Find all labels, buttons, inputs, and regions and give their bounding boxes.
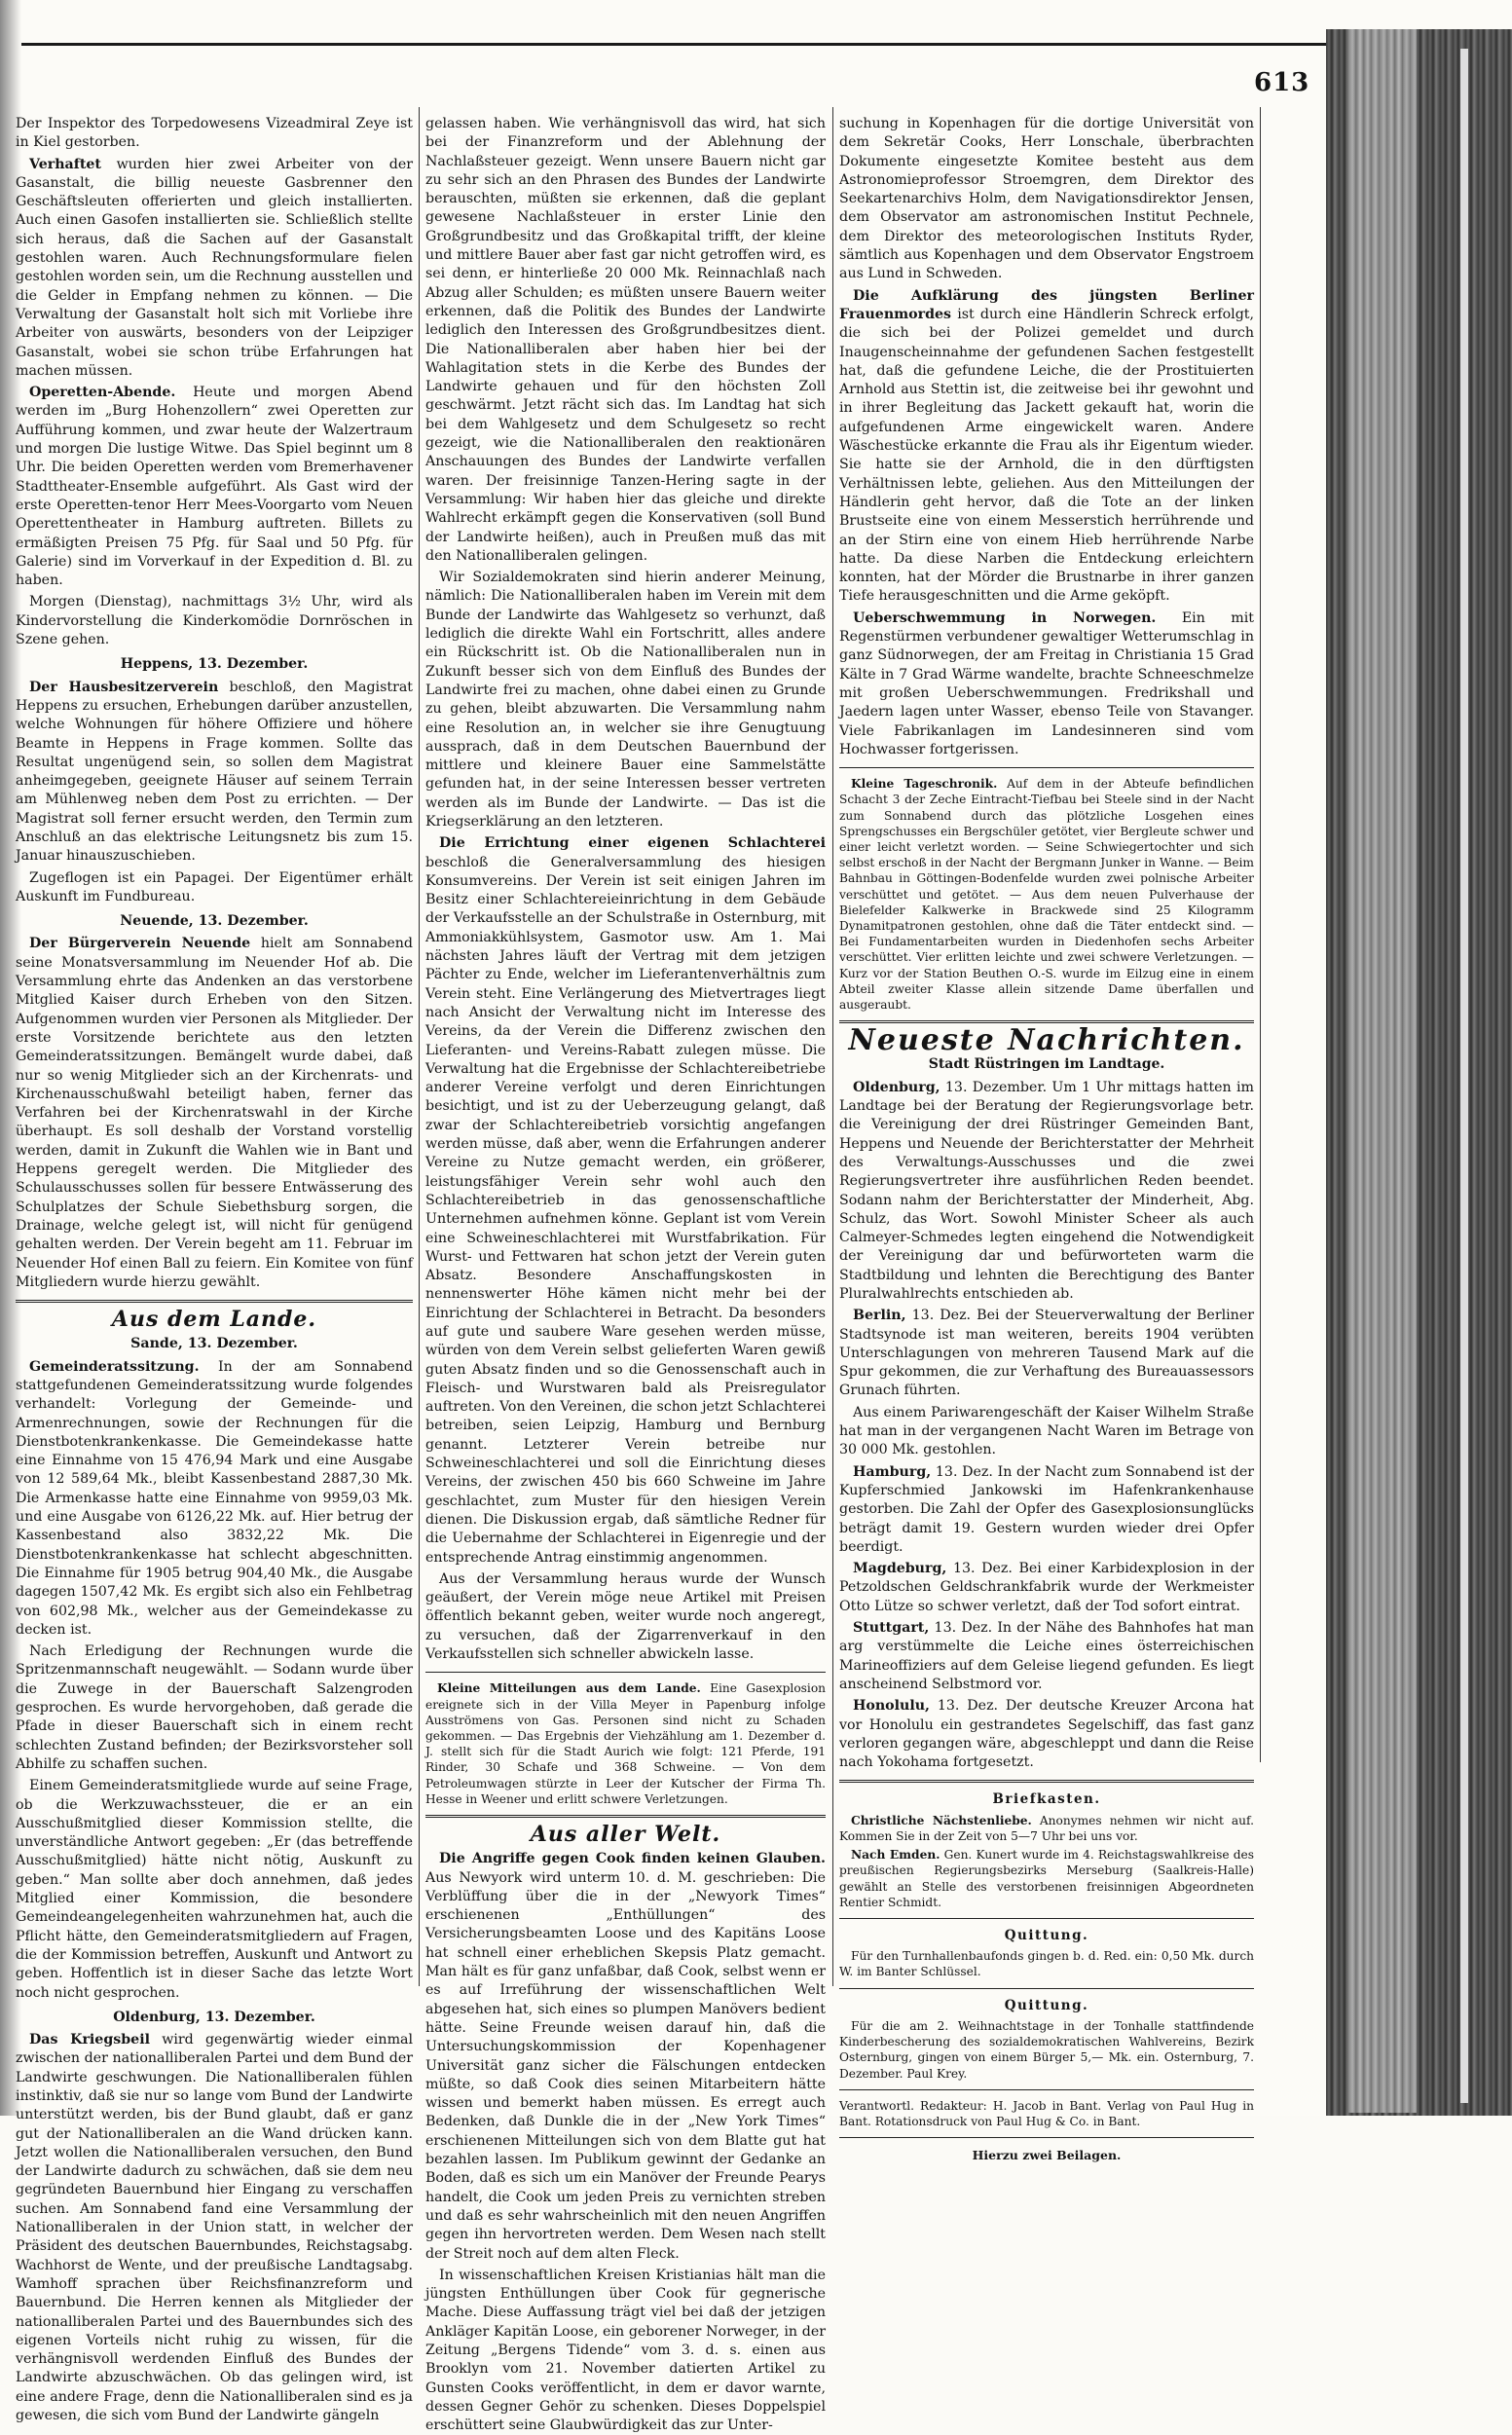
paragraph-lead: Honolulu, [853,1698,930,1715]
small-print-block [839,1813,1254,1910]
paragraph [839,1079,1254,1305]
paragraph-lead: Hamburg, [853,1463,932,1480]
paragraph-text: Aus Newyork wird unterm 10. d. M. geschrieben: Die Verblüffung über die in der „Newyork Times“ erschienenen „Enthüllungen“ des Versicherungsbeamten Loose und des Kapitäns Loose hat schnell einer erheblichen Skepsis Platz gemacht. Man hält es für ganz unfaßbar, daß Cook, selbst wenn er es auf Irreführung der wissenschaftlichen Welt abgesehen hat, sich eines so plumpen Manövers bedient hätte. Seine Freunde weisen darauf hin, daß die Untersuchungskommission der Kopenhagener Universität ganz sicher die Fälschungen entdecken müßte, so daß Cook dies seinen Mitarbeitern hätte wissen und bemerkt haben müssen. Es erregt auch Bedenken, daß Dunkle die in der „New York Times“ erschienenen Mitteilungen sich von dem Blatte gut hat bezahlen lassen. Im Publikum gewinnt der Gedanke an Boden, daß es sich um ein Manöver der Freunde Pearys handelt, die Cook um jeden Preis zu vernichten streben und daß es sehr wahrscheinlich mit den neuen Angriffen gegen ihn hervortreten werden. Dem Wesen nach stellt der Streit noch auf dem alten Fleck. [425,1869,826,2262]
paragraph [16,156,413,382]
paragraph-lead: Der Hausbesitzerverein [29,679,219,695]
paragraph: Aus der Versammlung heraus wurde der Wunsch geäußert, der Verein möge neue Artikel mit Preisen öffentlich bekannt geben, weiter wurde noch angeregt, zu versuchen, daß der Zigarrenverkauf in den Verkaufsstellen sich schneller abwickeln lasse. [425,1570,826,1663]
paragraph-lead: Magdeburg, [853,1561,947,1577]
paragraph [425,1680,826,1807]
paragraph [839,1307,1254,1400]
paragraph: Für den Turnhallenbaufonds gingen b. d. Red. ein: 0,50 Mk. durch W. im Banter Schlüssel. [839,1949,1254,1979]
paragraph-text: beschloß die Generalversammlung des hiesigen Konsumvereins. Der Verein ist seit einigen Jahren im Besitz einer Schlachtereieinrichtung in dem Gebäude der Verkaufsstelle an der Schulstraße in Osternburg, mit Ammoniakkühlsystem, Gasmotor usw. Am 1. Mai nächsten Jahres läuft der Vertrag mit dem jetzigen Pächter zu Ende, welcher im Lieferantenverhältnis zum Verein steht. Eine Verlängerung des Mietvertrages liegt nach Ansicht der Verwaltung nicht im Interesse des Vereins, da der Verein die Differenz zwischen den Lieferanten- und Vereins-Rabatt zulegen müsse. Die Verwaltung hat die Ergebnisse der Schlachtereibetriebe anderer Vereine verfolgt und deren Einrichtungen besichtigt, und ist zu der Ueberzeugung gelangt, daß zwar der Schlachtereibetrieb vorsichtig angefangen werden müsse, daß aber, wenn die Erfahrungen anderer Vereine zu Nutze gemacht werden, ein größerer, leistungsfähiger Verein sehr wohl auch den Schlachtereibetrieb in das genossenschaftliche Unternehmen aufnehmen könne. Geplant ist vom Verein eine Schweineschlachterei mit Wurstfabrikation. Für Wurst- und Fettwaren hat schon jetzt der Verein guten Absatz. Besondere Anschaffungskosten in nennenswerter Höhe kämen nicht mehr bei der Einrichtung der Schlachterei in Betracht. Da besonders auf gute und saubere Ware gesehen werden müsse, würden von dem Verein selbst gelieferten Waren gewiß guten Absatz finden und so die Genossenschaft auch in Fleisch- und Wurstwaren bald als Preisregulator auftreten. Von den Vereinen, die schon jetzt Schlachterei betreiben, seien Leipzig, Hamburg und Bernburg genannt. Letzterer Verein betreibe nur Schweineschlachterei und soll die Einrichtung dieses Vereins, der zwischen 450 bis 660 Schweine im Jahre geschlachtet, zum Muster für den hiesigen Verein dienen. Die Diskussion ergab, daß sämtliche Redner für die Uebernahme der Schlachterei in Eigenregie und der entsprechende Antrag einstimmig angenommen. [425,854,826,1566]
paragraph-text: Gen. Kunert wurde im 4. Reichstagswahlkreise des preußischen Regierungsbezirks Merseburg (Saalkreis-Halle) gewählt an Stelle des verstorbenen freisinnigen Abgeordneten Rentier Schmidt. [839,1848,1254,1909]
dateline: Neuende, 13. Dezember. [120,913,309,930]
paragraph [839,609,1254,759]
paragraph [839,1813,1254,1844]
paragraph: Einem Gemeinderatsmitgliede wurde auf seine Frage, ob die Werkzuwachssteuer, die er an ein Ausschußmitglied dieser Kommission stellte, die unverständliche Antwort gegeben: „Er (das betreffende Ausschußmitglied) hätte nicht nötig, Auskunft zu geben.“ Man sollte aber doch annehmen, daß jedes Mitglied einer Kommission, die besondere Gemeindeangelegenheiten wahrzunehmen hat, auch die Pflicht hätte, den Gemeinderatsmitgliedern auf Fragen, die der Kommission betreffen, Auskunft und Antwort zu geben. Hoffentlich ist in dieser Sache das letzte Wort noch nicht gesprochen. [16,1778,413,2001]
supplements-note: Hierzu zwei Beilagen. [972,2148,1122,2163]
paragraph [839,1619,1254,1694]
subheading: Briefkasten. [992,1791,1101,1808]
paragraph-lead: Die Angriffe gegen Cook finden keinen Glauben. [439,1851,826,1867]
book-spine-highlight [1348,29,1417,2113]
imprint: Verantwortl. Redakteur: H. Jacob in Bant. Verlag von Paul Hug in Bant. Rotationsdruck von Paul Hug & Co. in Bant. [839,2098,1254,2128]
paragraph [839,1560,1254,1616]
section-divider [839,1988,1254,1989]
paragraph-lead: Kleine Tageschronik. [851,777,998,792]
paragraph-text: hielt am Sonnabend seine Monatsversammlung im Neuender Hof ab. Die Versammlung ehrte das Andenken an das verstorbene Mitglied Kaiser durch Erheben von den Sitzen. Aufgenommen wurden vier Personen als Mitglieder. Der erste Vorsitzende berichtete aus den letzten Gemeinderatssitzungen. Bemängelt wurde dabei, daß nur so wenig Mitglieder sich an der Kirchenrats- und Kirchenausschußwahl beteiligt haben, ferner das Verfahren bei der Kirchenratswahl in der Kirche überhaupt. Es soll deshalb der Vorstand vorstellig werden, damit in Zukunft die Wahlen wie in Bant und Heppens geregelt werden. Die Mitglieder des Schulausschusses sollen für bessere Entwässerung des Schulplatzes der Schule Siebethsburg sorgen, die Drainage, welche gelegt ist, will nicht für genügend gehalten werden. Der Verein begeht am 11. Februar im Neuender Hof einen Ball zu feiern. Ein Komitee von fünf Mitgliedern wurde hierzu gewählt. [16,936,414,1290]
paragraph-lead: Die Aufklärung des jüngsten Berliner Frauenmordes [839,287,1254,322]
paragraph-text: 13. Dez. In der Nähe des Bahnhofes hat man arg verstümmelte die Leiche eines österreichischen Marineoffiziers auf dem Geleise liegend gefunden. Es liegt anscheinend Selbstmord vor. [839,1620,1254,1692]
paragraph: Aus einem Pariwarengeschäft der Kaiser Wilhelm Straße hat man in der vergangenen Nacht Waren im Betrage von 30 000 Mk. gestohlen. [839,1404,1254,1458]
paragraph-text: 13. Dez. Bei der Steuerverwaltung der Berliner Stadtsynode ist man weiteren, bereits 1904 verübten Unterschlagungen von mehreren Tausend Mark auf die Spur gekommen, die zur Verhaftung des Bureauassessors Grunach führten. [839,1308,1254,1399]
paragraph-text: wird gegenwärtig wieder einmal zwischen der nationalliberalen Partei und dem Bund der Landwirte geschwungen. Die Nationalliberalen fühlen instinktiv, daß sie nur so lange vom Bund der Landwirte unterstützt werden, bis der Bund glaubt, daß er ganz gut der Nationalliberalen an die Wand drücken kann. Jetzt wollen die Nationalliberalen versuchen, den Bund der Landwirte dadurch zu schwächen, daß sie dem neu gegründeten Bauernbund hier Eingang zu verschaffen suchen. Am Sonnabend fand eine Versammlung der Nationalliberalen in der Union statt, in welcher der Präsident des deutschen Bauernbundes, Reichstagsabg. Wachhorst de Wente, und der preußische Landtagsabg. Wamhoff sprachen über Reichsfinanzreform und Bauernbund. Die Herren kennen als Mitglieder der nationalliberalen Partei und des Bauernbundes sich des eigenen Vorteils nicht ruhig zu wissen, für die verhängnisvoll werdenden Einfluß des Bundes der Landwirte abzuschwächen. Ob das gelingen wird, ist eine andere Frage, denn die Nationalliberalen sind es ja gewesen, die sich vom Bund der Landwirte gängeln [16,2032,414,2424]
paragraph-text: Heute und morgen Abend werden im „Burg Hohenzollern“ zwei Operetten zur Aufführung kommen, und zwar heute der Walzertraum und morgen Die lustige Witwe. Das Spiel beginnt um 8 Uhr. Die beiden Operetten werden vom Bremerhavener Stadttheater-Ensemble aufgeführt. Als Gast wird der erste Operetten-tenor Herr Mees-Voorgarto vom Neuen Operettentheater in Hamburg auftreten. Billets zu ermäßigten Preisen 75 Pfg. für Saal und 50 Pfg. für Galerie) sind im Vorverkauf in der Expedition d. Bl. zu haben. [16,385,413,589]
column-rule [832,107,833,1986]
paragraph [839,776,1254,1013]
paragraph-lead: Die Errichtung einer eigenen Schlachterei [439,835,826,852]
paragraph-text: beschloß, den Magistrat Heppens zu ersuchen, Erhebungen darüber anzustellen, welche Wohnungen für höhere Offiziere und höhere Beamte in Heppens in Frage kommen. Sollte das Resultat ungenügend sein, so sollen dem Magistrat anheimgegeben, geeignete Häuser auf seinem Terrain am Mühlenweg neben dem Post zu errichten. — Der Magistrat soll ferner ersucht werden, den Termin zum Anschluß an das elektrische Leitungsnetz bis zum 15. Januar hinauszuschieben. [16,679,414,865]
section-divider [839,1780,1254,1783]
paragraph-text: ist durch eine Händlerin Schreck erfolgt, die sich bei der Polizei gemeldet und durch Inaugenscheinnahme der gefundenen Sachen festgestellt hat, daß die gefundene Leiche, die der Prostituierten Arnhold aus Stettin ist, die zeitweise bei ihr gewohnt und in ihrer Begleitung das Jackett gekauft hat, worin die aufgefundenen Arme eingewickelt waren. Andere Wäschestücke erkannte die Frau als ihr Eigentum wieder. Sie hatte sie der Arnhold, die in den dürftigsten Verhältnissen lebte, geliehen. Aus den Mitteilungen der Händlerin geht hervor, daß die Tote an der linken Brustseite eine von einem Messerstich herrührende und an der Stirn eine von einem Hieb herrührende Narbe hatte. Da diese Narben die Entdeckung erleichtern konnten, hat der Mörder die Brustnarbe in ihrer ganzen Tiefe herausgeschnitten und die Arme geköpft. [839,306,1254,605]
paragraph: Nach Erledigung der Rechnungen wurde die Spritzenmannschaft neugewählt. — Sodann wurde über die Zuwege in der Bauerschaft Salzengroden gesprochen. Es wurde hervorgehoben, daß gerade die Pfade in dieser Bauerschaft sich in einem recht schlechten Zustand befinden; der Bezirksvorsteher soll Abhilfe zu schaffen suchen. [16,1643,413,1772]
section-heading: Aus aller Welt. [530,1821,721,1847]
paragraph: gelassen haben. Wie verhängnisvoll das wird, hat sich bei der Finanzreform und der Ablehnung der Nachlaßsteuer gezeigt. Wenn unsere Bauern nicht gar zu sehr sich an den Phrasen des Bundes der Landwirte berauschten, müßten sie erkennen, daß die geplant gewesene Nachlaßsteuer in erster Linie den Großgrundbesitz und das Großkapital trifft, der kleine und mittlere Bauer aber fast gar nicht getroffen wird, es sei denn, er hinterließe 20 000 Mk. Reinnachlaß nach Abzug aller Schulden; es müßten unsere Bauern weiter erkennen, daß die Politik des Bundes der Landwirte lediglich den Interessen des Großgrundbesitzes dient. Die Nationalliberalen aber haben hier bei der Wahlagitation stets in die Kerbe des Bundes der Landwirte gehauen und für den höchsten Zoll geschwärmt. Jetzt rächt sich das. Im Landtag hat sich bei dem Wahlgesetz und dem Schulgesetz so recht gezeigt, wie die Nationalliberalen den reaktionären Anschauungen des Bundes der Landwirte verfallen waren. Der freisinnige Tanzen-Hering sagte in der Versammlung: Wir haben hier das gleiche und direkte Wahlrecht erkämpft gegen die Konservativen (soll Bund der Landwirte heißen), auch in Preußen muß das mit den Nationalliberalen gelingen. [425,116,826,564]
section-divider [839,1918,1254,1919]
paragraph-lead: Oldenburg, [853,1079,940,1095]
paragraph [16,679,413,867]
page-number: 613 [1254,68,1310,97]
paragraph: suchung in Kopenhagen für die dortige Universität von dem Sekretär Cooks, Herr Lonschale, überbrachten Dokumente eingesetzte Komitee besteht aus dem Astronomieprofessor Stroemgren, dem Direktor des Seekartenarchivs Holm, dem Navigationsdirektor Jensen, dem Observator am astronomischen Institut Pechnele, dem Direktor des meteorologischen Instituts Ryder, sämtlich aus Kopenhagen und dem Observator Engstroem aus Lund in Schweden. [839,116,1254,282]
small-print-block [839,2018,1254,2082]
paragraph-lead: Christliche Nächstenliebe. [851,1813,1032,1827]
paragraph-lead: Berlin, [853,1308,906,1324]
paragraph-text: 13. Dezember. Um 1 Uhr mittags hatten im Landtage bei der Beratung der Regierungsvorlage betr. die Vereinigung der drei Rüstringer Gemeinden Bant, Heppens und Neuende der Berichterstatter der Mehrheit des Verwaltungs-Ausschusses und die zwei Regierungsvertreter ihre ausführlichen Reden beendet. Sodann nahm der Berichterstatter der Minderheit, Abg. Schulz, das Wort. Sowohl Minister Scheer als auch Calmeyer-Schmedes legten eingehend die Notwendigkeit der Vereinigung dar und befürworteten warm die Stadtbildung und lehnten die Berechtigung des Banter Pluralwahlrechts entschieden ab. [839,1079,1254,1302]
small-print-block [839,2098,1254,2129]
paragraph-text: 13. Dez. Der deutsche Kreuzer Arcona hat vor Honolulu ein gestrandetes Segelschiff, das fast ganz verloren gegangen wäre, abgeschleppt und dann die Reise nach Yokohama fortgesetzt. [839,1698,1255,1771]
section-divider [839,2137,1254,2138]
top-border-rule [21,43,1326,46]
subheading: Stadt Rüstringen im Landtage. [928,1056,1165,1073]
paragraph-lead: Der Bürgerverein Neuende [29,936,251,952]
paragraph [839,1463,1254,1557]
paragraph-text: wurden hier zwei Arbeiter von der Gasanstalt, die billig neueste Gasbrenner den Geschäftsleuten offerierten und gleich installierten. Auch einen Gasofen installierten sie. Schließlich stellte sich heraus, daß die Sachen auf der Gasanstalt gestohlen waren. Auch Rechnungsformulare fielen gestohlen worden sein, um die Rechnung ausstellen und die Gelder in Empfang nehmen zu können. — Die Verwaltung der Gasanstalt holt sich mit Vorliebe ihre Arbeiter von auswärts, besonders von der Leipziger Gasanstalt, wobei sie schon trübe Erfahrungen hat machen müssen. [16,156,413,379]
section-divider [839,767,1254,768]
subheading: Quittung. [1004,1997,1089,2013]
paragraph-text: 13. Dez. In der Nacht zum Sonnabend ist der Kupferschmied Jankowski im Hafenkrankenhause gestorben. Die Zahl der Opfer des Gasexplosionsunglücks beträgt damit 19. Gestern wurden wieder drei Opfer beerdigt. [839,1463,1254,1555]
paragraph-text: 13. Dez. Bei einer Karbidexplosion in der Petzoldschen Geldschrankfabrik wurde der Werkmeister Otto Lütze so schwer verletzt, daß der Tod sofort eintrat. [839,1561,1254,1614]
paragraph: Morgen (Dienstag), nachmittags 3½ Uhr, wird als Kindervorstellung die Kinderkomödie Dornröschen in Szene gehen. [16,594,413,648]
dateline: Heppens, 13. Dezember. [120,656,309,673]
paragraph-lead: Kleine Mitteilungen aus dem Lande. [437,1681,701,1696]
paragraph-lead: Operetten-Abende. [29,385,176,401]
paragraph: Für die am 2. Weihnachtstage in der Tonhalle stattfindende Kinderbescherung des sozialdemokratischen Wahlvereins, Bezirk Osternburg, gingen von einem Bürger 5,— Mk. ein. Osternburg, 7. Dezember. Paul Krey. [839,2018,1254,2081]
paragraph-lead: Verhaftet [29,156,101,172]
paragraph-text: Auf dem in der Abteufe befindlichen Schacht 3 der Zeche Eintracht-Tiefbau bei Steele sind in der Nacht zum Sonnabend durch das plötzliche Losgehen eines Sprengschusses ein Bergschüler getötet, vier Bergleute schwer und einer leicht verletzt worden. — Seine Schwiegertochter und sich selbst erschoß in der Nacht der Bergmann Junker in Wanne. — Beim Bahnbau in Göttingen-Bodenfelde wurden zwei polnische Arbeiter verschüttet und getötet. — Aus dem neuen Pulverhause der Bielefelder Kalkwerke in Brackwede sind 25 Kilogramm Dynamitpatronen gestohlen, ohne daß die Täter entdeckt sind. — Bei Fundamentarbeiten wurden in Diedenhofen sechs Arbeiter verschüttet. Vier erlitten leichte und zwei schwere Verletzungen. — Kurz vor der Station Beuthen O.-S. wurde im Eilzug eine in einem Abteil zweiter Klasse allein sitzende Dame überfallen und ausgeraubt. [839,777,1254,1012]
section-heading: Neueste Nachrichten. [848,1023,1245,1058]
section-divider [425,1815,826,1818]
paragraph [16,384,413,590]
paragraph-text: Anonymes nehmen wir nicht auf. Kommen Sie in der Zeit von 5—7 Uhr bei uns vor. [839,1813,1254,1843]
dateline: Sande, 13. Dezember. [130,1336,298,1352]
section-heading: Aus dem Lande. [111,1307,317,1333]
paragraph-lead: Stuttgart, [853,1620,930,1637]
paragraph [16,935,413,1292]
paragraph: Wir Sozialdemokraten sind hierin anderer Meinung, nämlich: Die Nationalliberalen haben im Verein mit dem Bunde der Landwirte das Wahlgesetz so verhunzt, daß lediglich die direkte Wahl ein Fortschritt, alles andere ein Rückschritt ist. Ob die Nationalliberalen nun in Zukunft besser sich von dem Einfluß des Bundes der Landwirte frei zu machen, ohne dabei einen zu Grunde zu gehen, bleibt abzuwarten. Die Versammlung nahm eine Resolution an, in welcher sie ihre Genugtuung aussprach, daß in dem Deutschen Bauernbund der mittlere und kleinere Bauer eine Sammelstätte gefunden hat, in der seine Interessen besser vertreten werden als im Bunde der Landwirte. — Das ist die Kriegserklärung an den letzteren. [425,570,826,830]
paragraph [839,287,1254,607]
paragraph-lead: Gemeinderatssitzung. [29,1358,200,1375]
paragraph: In wissenschaftlichen Kreisen Kristianias hält man die jüngsten Enthüllungen über Cook für gegnerische Mache. Diese Auffassung trägt viel bei daß der jetzigen Ankläger Kapitän Loose, ein geborener Norweger, in der Zeitung „Bergens Tidende“ vom 3. d. s. einen aus Brooklyn vom 21. November datierten Artikel zu Gunsten Cooks veröffentlicht, in dem er davor warnte, dessen Gegner Gehör zu schenken. Dieses Doppelspiel erschüttert seine Glaubwürdigkeit das zur Unter- [425,2267,826,2434]
small-print-block [839,1948,1254,1979]
paragraph-text: Ein mit Regenstürmen verbundener gewaltiger Wetterumschlag in ganz Südnorwegen, der am Freitag in Christiania 15 Grad Kälte in 7 Grad Wärme wandelte, brachte Schneeschmelze mit großen Ueberschwemmungen. Fredrikshall und Jaedern lagen unter Wasser, ebenso Teile von Stavanger. Viele Fabrikanlagen im Landesinneren sind vom Hochwasser fortgerissen. [839,609,1254,757]
paragraph [425,1850,826,2264]
column-rule [419,107,420,1986]
subheading: Quittung. [1004,1927,1089,1943]
paragraph [16,1358,413,1640]
column-3 [839,115,1255,2163]
small-print-block [839,776,1254,1013]
section-divider [839,2089,1254,2090]
small-print-block [425,1680,826,1807]
paragraph-text: Eine Gasexplosion ereignete sich in der Villa Meyer in Papenburg infolge Ausströmens von Gas. Personen sind nicht zu Schaden gekommen. — Das Ergebnis der Viehzählung am 1. Dezember d. J. stellt sich für die Stadt Aurich wie folgt: 121 Pferde, 191 Rinder, 30 Schafe und 368 Schweine. — Von dem Petroleumwagen stürzte in Leer der Kutscher der Firma Th. Hesse in Weener und erlitt schwere Verletzungen. [425,1681,827,1806]
paragraph [16,2031,413,2425]
book-spine-edge [1460,49,1468,2103]
column-1 [16,115,414,2424]
section-divider [16,1300,413,1303]
paragraph [839,1847,1254,1910]
column-2 [425,115,827,2434]
paragraph-text: In der am Sonnabend stattgefundenen Gemeinderatssitzung wurde folgendes verhandelt: Vorlegung der Gemeinde- und Armenrechnungen, sowie der Rechnungen für die Dienstbotenkrankenkasse. Die Gemeindekasse hatte eine Einnahme von 15 476,94 Mark und eine Ausgabe von 12 589,64 Mk., bleibt Kassenbestand 2887,30 Mk. Die Armenkasse hatte eine Einnahme von 9959,03 Mk. und eine Ausgabe von 6126,22 Mk. auf. Hier betrug der Kassenbestand also 3832,22 Mk. Die Dienstbotenkrankenkasse hat schlecht abgeschnitten. Die Einnahme für 1905 betrug 904,40 Mk., die Ausgabe dagegen 1507,42 Mk. Es ergibt sich also ein Fehlbetrag von 602,98 Mk., welcher aus der Gemeindekasse zu decken ist. [16,1358,413,1638]
paragraph-lead: Das Kriegsbeil [29,2032,150,2048]
paragraph-lead: Ueberschwemmung in Norwegen. [853,609,1157,626]
paragraph [425,834,826,1568]
paragraph: Der Inspektor des Torpedowesens Vizeadmiral Zeye ist in Kiel gestorben. [16,116,413,151]
dateline: Oldenburg, 13. Dezember. [113,2009,315,2025]
section-divider [425,1672,826,1673]
paragraph-lead: Nach Emden. [851,1848,940,1863]
column-rule [1260,107,1261,1762]
paragraph [839,1697,1254,1772]
paragraph: Zugeflogen ist ein Papagei. Der Eigentümer erhält Auskunft im Fundbureau. [16,869,413,904]
